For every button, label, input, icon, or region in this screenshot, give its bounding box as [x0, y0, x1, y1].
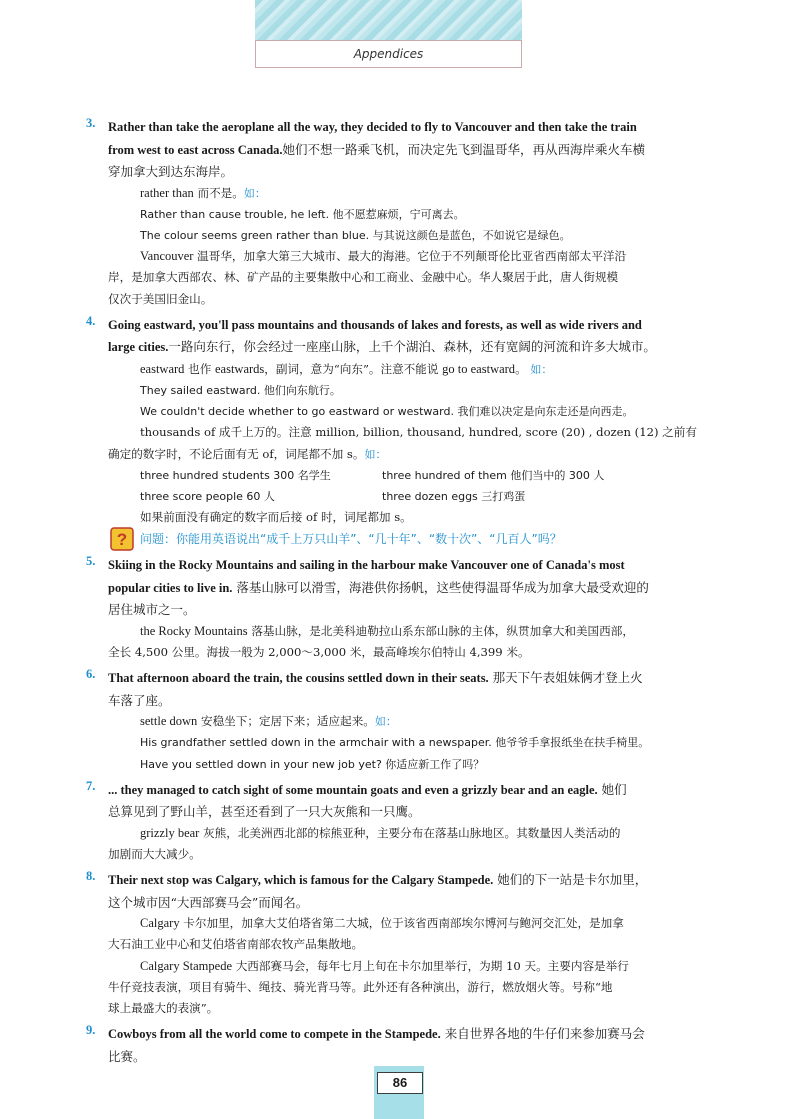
sentence-en: Their next stop was Calgary, which is famous for the Calgary Stampede.	[108, 873, 494, 888]
note-item-7	[86, 779, 710, 865]
example-sentence: We couldn't decide whether to go eastward or westward. 我们难以决定是向东走还是向西走。	[140, 405, 634, 419]
header-label: Appendices	[255, 40, 522, 68]
vocab-note: eastward 也作 eastwards，副词，意为“向东”。注意不能说 go to eastward。 如：	[140, 361, 553, 376]
sentence-en: large cities.	[108, 340, 169, 355]
note-item-5	[86, 554, 710, 663]
page-content	[86, 116, 710, 1071]
vocab-note: rather than 而不是。如：	[140, 185, 266, 200]
page-number: 86	[377, 1072, 423, 1094]
note-item-3	[86, 116, 710, 310]
example-grid-row: three score people 60 人 three dozen eggs 三打鸡蛋	[140, 489, 526, 503]
sentence-zh: 车落了座。	[108, 692, 171, 708]
vocab-note: Vancouver 温哥华，加拿大第三大城市、最大的海港。它位于不列颠哥伦比亚省西南部太平洋沿	[140, 249, 627, 264]
sentence-zh: 一路向东行，你会经过一座座山脉，上千个湖泊、森林，还有宽阔的河流和许多大城市。	[168, 339, 656, 355]
item-number: 5.	[86, 554, 96, 569]
vocab-note: Calgary 卡尔加里，加拿大艾伯塔省第二大城，位于该省西南部埃尔博河与鲍河交汇处，是加拿	[140, 916, 624, 931]
sentence-en: That afternoon aboard the train, the cousins settled down in their seats.	[108, 671, 489, 686]
vocab-note-cont: 仅次于美国旧金山。	[108, 291, 213, 306]
vocab-note-cont: 确定的数字时，不论后面有无 of，词尾都不加 s。如：	[108, 446, 387, 461]
sentence-en: from west to east across Canada.	[108, 142, 283, 157]
sentence-zh: 她们不想一路乘飞机，而决定先飞到温哥华，再从西海岸乘火车横	[282, 141, 646, 157]
sentence-zh: 总算见到了野山羊，甚至还看到了一只大灰熊和一只鹰。	[108, 804, 421, 820]
item-number: 9.	[86, 1023, 96, 1038]
sentence-zh: 她们的下一站是卡尔加里，	[497, 872, 648, 888]
sentence-zh: 比赛。	[108, 1048, 146, 1064]
header-decoration	[255, 0, 522, 40]
item-number: 3.	[86, 116, 96, 130]
sentence-zh: 那天下午表姐妹俩才登上火	[492, 670, 643, 686]
note-item-9	[86, 1023, 710, 1067]
sentence-zh: 落基山脉可以滑雪，海港供你扬帆，这些使得温哥华成为加拿大最受欢迎的	[236, 579, 649, 595]
vocab-note-cont: 牛仔竞技表演，项目有骑牛、绳技、骑光背马等。此外还有各种演出，游行，燃放烟火等。号称“地	[108, 979, 613, 994]
sentence-en: Skiing in the Rocky Mountains and sailing in the harbour make Vancouver one of Canada's most	[108, 558, 625, 573]
sentence-zh: 来自世界各地的牛仔们来参加赛马会	[444, 1026, 645, 1042]
sentence-en: Rather than take the aeroplane all the way, they decided to fly to Vancouver and then take the train	[108, 120, 637, 134]
appendices-header	[255, 0, 522, 66]
example-grid-row: three hundred students 300 名学生 three hundred of them 他们当中的 300 人	[140, 468, 605, 482]
question-icon	[110, 527, 134, 551]
vocab-note: settle down 安稳坐下；定居下来；适应起来。如：	[140, 714, 397, 729]
example-sentence: They sailed eastward. 他们向东航行。	[140, 383, 341, 397]
note-item-4	[86, 314, 710, 551]
item-number: 7.	[86, 778, 96, 793]
sentence-zh: 她们	[601, 781, 627, 797]
example-sentence: His grandfather settled down in the armchair with a newspaper. 他爷爷手拿报纸坐在扶手椅里。	[140, 736, 650, 750]
vocab-note-cont: 大石油工业中心和艾伯塔省南部农牧产品集散地。	[108, 937, 364, 952]
example-sentence: Have you settled down in your new job yet? 你适应新工作了吗？	[140, 757, 485, 771]
item-number: 4.	[86, 313, 96, 328]
vocab-note-cont: 岸，是加拿大西部农、林、矿产品的主要集散中心和工商业、金融中心。华人聚居于此，唐人街规模	[108, 270, 619, 285]
sentence-en: Cowboys from all the world come to compete in the Stampede.	[108, 1027, 441, 1042]
note-item-6	[86, 667, 710, 775]
sentence-zh: 居住城市之一。	[108, 602, 196, 618]
sentence-en: popular cities to live in.	[108, 580, 233, 595]
sentence-zh: 这个城市因“大西部赛马会”而闻名。	[108, 894, 309, 910]
svg-text:?: ?	[116, 530, 128, 550]
vocab-note: Calgary Stampede 大西部赛马会，每年七月上旬在卡尔加里举行，为期 10 天。主要内容是举行	[140, 958, 629, 973]
item-number: 6.	[86, 667, 96, 682]
vocab-note: thousands of 成千上万的。注意 million, billion, thousand, hundred, score (20) , dozen (12) 之前有	[140, 425, 697, 440]
sentence-zh: 穿加拿大到达东海岸。	[108, 164, 234, 179]
item-number: 8.	[86, 869, 96, 884]
vocab-note: grizzly bear 灰熊，北美洲西北部的棕熊亚种，主要分布在落基山脉地区。其数量因人类活动的	[140, 825, 621, 840]
note-item-8	[86, 869, 710, 1019]
example-sentence: The colour seems green rather than blue. 与其说这颜色是蓝色，不如说它是绿色。	[140, 228, 571, 242]
sentence-en: Going eastward, you'll pass mountains and thousands of lakes and forests, as well as wide rivers and	[108, 317, 642, 332]
vocab-note: the Rocky Mountains 落基山脉，是北美科迪勒拉山系东部山脉的主体，纵贯加拿大和美国西部，	[140, 623, 634, 638]
vocab-note-cont: 球上最盛大的表演”。	[108, 1001, 219, 1016]
vocab-note-cont: 加剧而大大减少。	[108, 847, 201, 862]
vocab-note-cont: 全长 4,500 公里。海拔一般为 2,000～3,000 米，最高峰埃尔伯特山 4,399 米。	[108, 645, 530, 660]
sentence-en: ... they managed to catch sight of some mountain goats and even a grizzly bear and an eagle.	[108, 782, 598, 797]
example-sentence: Rather than cause trouble, he left. 他不愿惹麻烦，宁可离去。	[140, 207, 465, 221]
vocab-note: 如果前面没有确定的数字而后接 of 时，词尾都加 s。	[140, 510, 412, 525]
question-prompt: ? 问题：你能用英语说出“成千上万只山羊”、“几十年”、“数十次”、“几百人”吗？	[86, 528, 710, 550]
